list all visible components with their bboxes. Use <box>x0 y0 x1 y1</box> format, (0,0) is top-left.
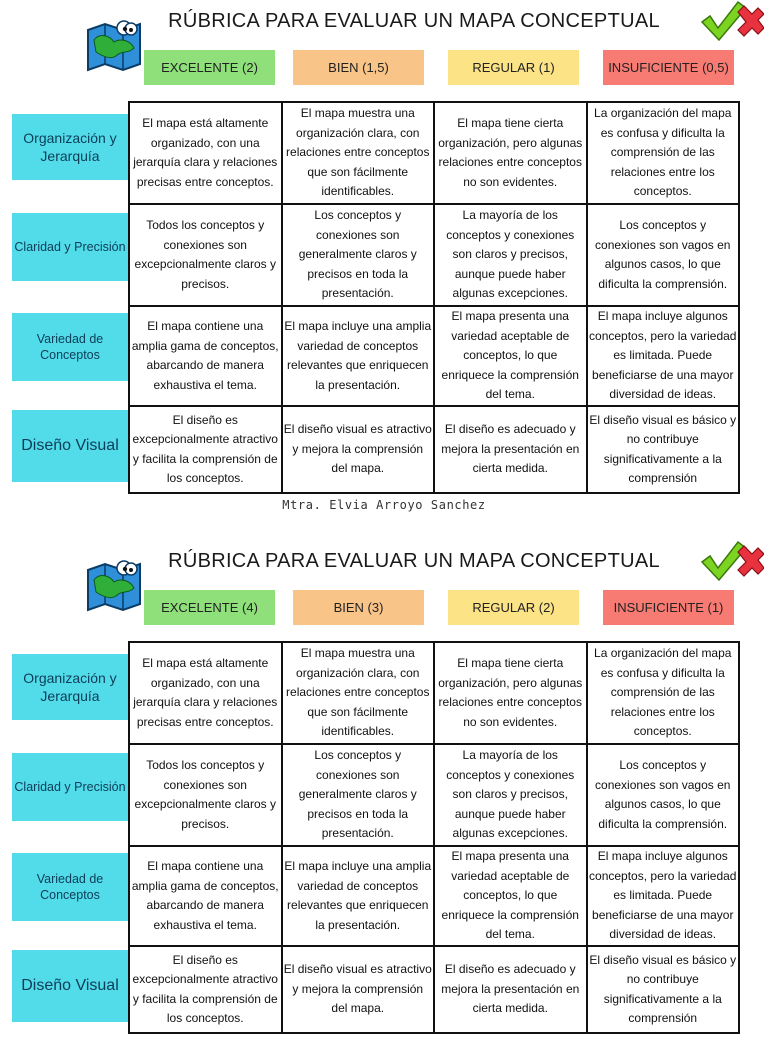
cell-organizacion-insuficiente: La organización del mapa es confusa y dificulta la comprensión de las relaciones entre los conceptos. <box>587 102 740 204</box>
cell-variedad-insuficiente: El mapa incluye algunos conceptos, pero la variedad es limitada. Puede beneficiarse de una mayor diversidad de ideas. <box>587 306 740 406</box>
criterion-diseno: Diseño Visual <box>12 950 128 1022</box>
cell-diseno-excelente: El diseño es excepcionalmente atractivo y facilita la comprensión de los conceptos. <box>129 946 282 1033</box>
cell-claridad-regular: La mayoría de los conceptos y conexiones son claros y precisos, aunque puede haber algunas excepciones. <box>434 744 587 846</box>
criterion-organizacion: Organización y Jerarquía <box>12 114 128 180</box>
table-row <box>129 642 739 744</box>
author-credit: Mtra. Elvia Arroyo Sanchez <box>282 498 486 512</box>
rubric-2 <box>0 540 768 1060</box>
level-regular: REGULAR (1) <box>448 50 579 85</box>
cell-organizacion-regular: El mapa tiene cierta organización, pero algunas relaciones entre conceptos no son evidentes. <box>434 102 587 204</box>
cell-diseno-insuficiente: El diseño visual es básico y no contribuye significativamente a la comprensión <box>587 946 740 1033</box>
criterion-claridad: Claridad y Precisión <box>12 213 128 281</box>
rubric-title: RÚBRICA PARA EVALUAR UN MAPA CONCEPTUAL <box>168 550 660 572</box>
cell-claridad-insuficiente: Los conceptos y conexiones son vagos en algunos casos, lo que dificulta la comprensión. <box>587 204 740 306</box>
map-icon <box>86 20 142 72</box>
level-insuficiente: INSUFICIENTE (0,5) <box>603 50 734 85</box>
map-icon <box>86 560 142 612</box>
cell-claridad-excelente: Todos los conceptos y conexiones son excepcionalmente claros y precisos. <box>129 204 282 306</box>
check-cross-icon <box>700 540 764 584</box>
criterion-organizacion: Organización y Jerarquía <box>12 654 128 720</box>
cell-diseno-excelente: El diseño es excepcionalmente atractivo y facilita la comprensión de los conceptos. <box>129 406 282 493</box>
table-row <box>129 102 739 204</box>
table-row <box>129 946 739 1033</box>
cross-icon <box>738 546 764 576</box>
cell-diseno-bien: El diseño visual es atractivo y mejora la comprensión del mapa. <box>282 406 435 493</box>
cross-icon <box>738 6 764 36</box>
criterion-diseno: Diseño Visual <box>12 410 128 482</box>
rubric-title: RÚBRICA PARA EVALUAR UN MAPA CONCEPTUAL <box>168 10 660 32</box>
table-row <box>129 846 739 946</box>
cell-variedad-excelente: El mapa contiene una amplia gama de conceptos, abarcando de manera exhaustiva el tema. <box>129 846 282 946</box>
cell-diseno-bien: El diseño visual es atractivo y mejora la comprensión del mapa. <box>282 946 435 1033</box>
cell-organizacion-regular: El mapa tiene cierta organización, pero algunas relaciones entre conceptos no son evidentes. <box>434 642 587 744</box>
table-row <box>129 406 739 493</box>
cell-organizacion-bien: El mapa muestra una organización clara, con relaciones entre conceptos que son fácilmente identificables. <box>282 102 435 204</box>
cell-organizacion-excelente: El mapa está altamente organizado, con una jerarquía clara y relaciones precisas entre conceptos. <box>129 102 282 204</box>
cell-claridad-bien: Los conceptos y conexiones son generalmente claros y precisos en toda la presentación. <box>282 204 435 306</box>
cell-claridad-bien: Los conceptos y conexiones son generalmente claros y precisos en toda la presentación. <box>282 744 435 846</box>
cell-variedad-regular: El mapa presenta una variedad aceptable de conceptos, lo que enriquece la comprensión del tema. <box>434 306 587 406</box>
cell-claridad-regular: La mayoría de los conceptos y conexiones son claros y precisos, aunque puede haber algunas excepciones. <box>434 204 587 306</box>
level-regular: REGULAR (2) <box>448 590 579 625</box>
level-excelente: EXCELENTE (2) <box>144 50 275 85</box>
level-excelente: EXCELENTE (4) <box>144 590 275 625</box>
check-cross-icon <box>700 0 764 44</box>
table-row <box>129 744 739 846</box>
cell-diseno-insuficiente: El diseño visual es básico y no contribuye significativamente a la comprensión <box>587 406 740 493</box>
cell-variedad-bien: El mapa incluye una amplia variedad de conceptos relevantes que enriquecen la presentación. <box>282 846 435 946</box>
cell-variedad-bien: El mapa incluye una amplia variedad de conceptos relevantes que enriquecen la presentación. <box>282 306 435 406</box>
table-row <box>129 306 739 406</box>
cell-claridad-excelente: Todos los conceptos y conexiones son excepcionalmente claros y precisos. <box>129 744 282 846</box>
criterion-variedad: Variedad de Conceptos <box>12 853 128 921</box>
rubric-table <box>128 641 740 1034</box>
criterion-claridad: Claridad y Precisión <box>12 753 128 821</box>
cell-organizacion-excelente: El mapa está altamente organizado, con una jerarquía clara y relaciones precisas entre conceptos. <box>129 642 282 744</box>
rubric-table <box>128 101 740 494</box>
cell-variedad-regular: El mapa presenta una variedad aceptable de conceptos, lo que enriquece la comprensión del tema. <box>434 846 587 946</box>
cell-claridad-insuficiente: Los conceptos y conexiones son vagos en algunos casos, lo que dificulta la comprensión. <box>587 744 740 846</box>
cell-diseno-regular: El diseño es adecuado y mejora la presentación en cierta medida. <box>434 406 587 493</box>
cell-variedad-insuficiente: El mapa incluye algunos conceptos, pero la variedad es limitada. Puede beneficiarse de una mayor diversidad de ideas. <box>587 846 740 946</box>
cell-organizacion-bien: El mapa muestra una organización clara, con relaciones entre conceptos que son fácilmente identificables. <box>282 642 435 744</box>
cell-diseno-regular: El diseño es adecuado y mejora la presentación en cierta medida. <box>434 946 587 1033</box>
cell-variedad-excelente: El mapa contiene una amplia gama de conceptos, abarcando de manera exhaustiva el tema. <box>129 306 282 406</box>
cell-organizacion-insuficiente: La organización del mapa es confusa y dificulta la comprensión de las relaciones entre los conceptos. <box>587 642 740 744</box>
level-bien: BIEN (1,5) <box>293 50 424 85</box>
level-insuficiente: INSUFICIENTE (1) <box>603 590 734 625</box>
table-row <box>129 204 739 306</box>
rubric-1 <box>0 0 768 520</box>
criterion-variedad: Variedad de Conceptos <box>12 313 128 381</box>
level-bien: BIEN (3) <box>293 590 424 625</box>
